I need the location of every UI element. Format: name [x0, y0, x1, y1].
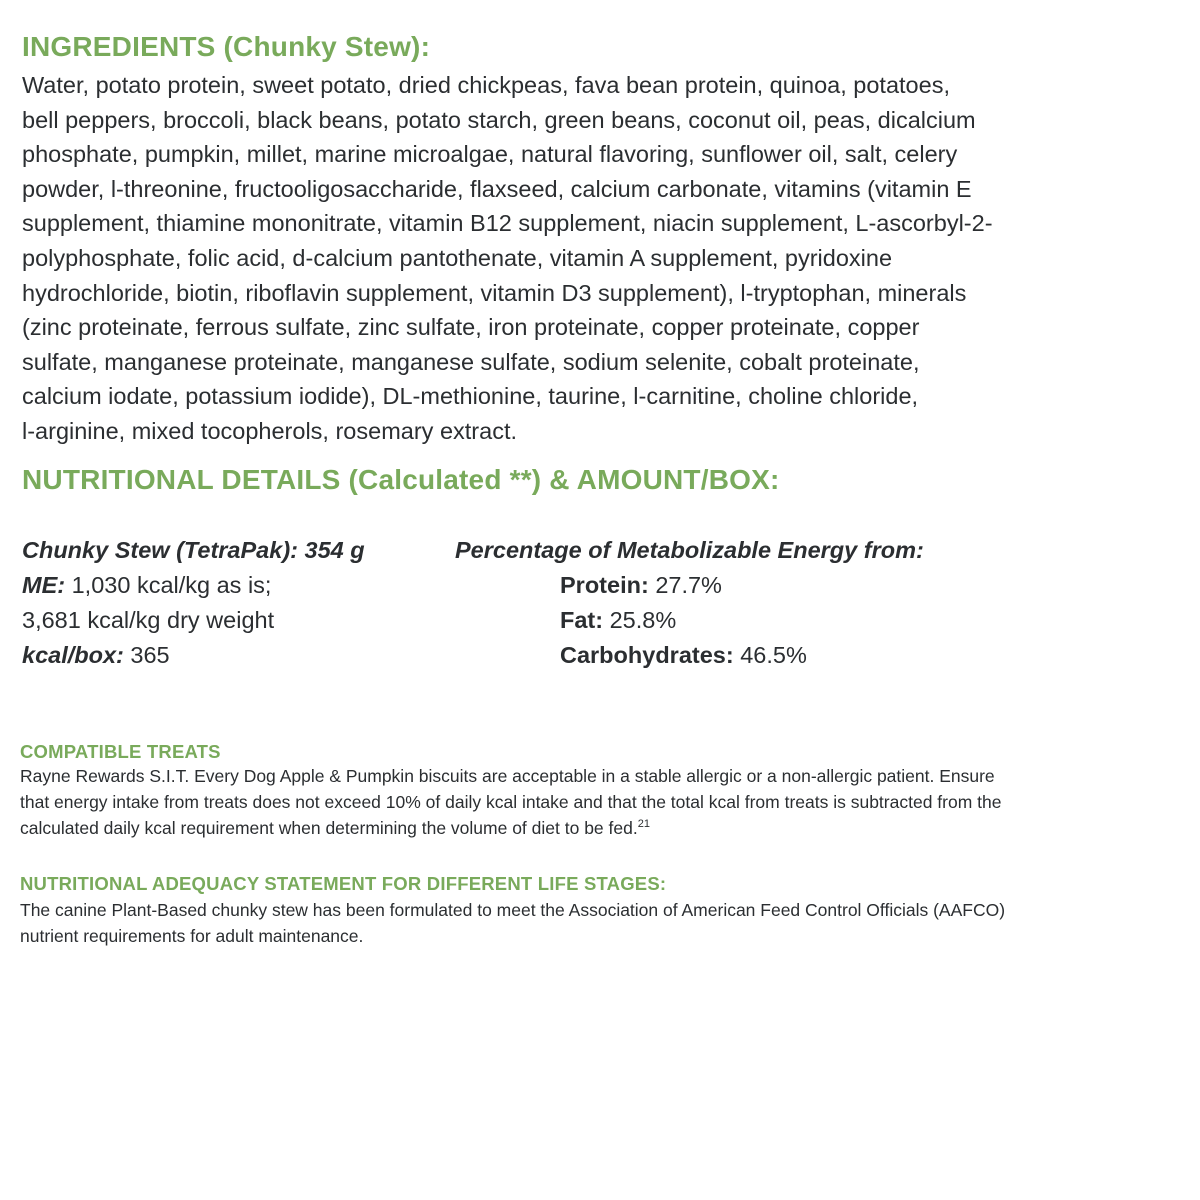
protein-value: 27.7% [655, 572, 722, 598]
nutrition-left-column [22, 533, 365, 673]
nutritional-adequacy-heading: NUTRITIONAL ADEQUACY STATEMENT FOR DIFFERENT LIFE STAGES: [20, 873, 667, 894]
fat-value: 25.8% [609, 607, 677, 633]
compatible-treats-lines: Rayne Rewards S.I.T. Every Dog Apple & Pumpkin biscuits are acceptable in a stable allergic or a non-allergic patient. Ensure that energy intake from treats does not exceed 10% of daily kcal intake and that the total kcal from treats is subtracted from the [20, 766, 1002, 812]
carbohydrates-label: Carbohydrates: [560, 642, 734, 668]
carbohydrates-row [560, 638, 924, 673]
compatible-treats-text [20, 764, 1002, 841]
carbohydrates-value: 46.5% [740, 642, 807, 668]
dry-weight-line: 3,681 kcal/kg dry weight [22, 607, 275, 633]
compatible-treats-last-line [20, 816, 1002, 842]
ingredients-text: Water, potato protein, sweet potato, dried chickpeas, fava bean protein, quinoa, potatoes, bell peppers, broccoli, black beans, potato starch, green beans, coconut oil, peas, dicalcium phosphate, pumpkin, millet, marine microalgae, natural flavoring, sunflower oil, salt, celery powder, l-threonine, fructooligosaccharide, flaxseed, calcium carbonate, vitamins (vitamin E supplement, thiamine mononitrate, vitamin B12 supplement, niacin supplement, L-ascorbyl-2- polyphosphate, folic acid, d-calcium pantothenate, vitamin A supplement, pyridoxine hydrochloride, biotin, riboflavin supplement, vitamin D3 supplement), l-tryptophan, minerals (zinc proteinate, ferrous sulfate, zinc sulfate, iron proteinate, copper proteinate, copper sulfate, manganese proteinate, manganese sulfate, sodium selenite, cobalt proteinate, calcium iodate, potassium iodide), DL-methionine, taurine, l-carnitine, choline chloride, l-arginine, mixed tocopherols, rosemary extract. [22, 72, 993, 444]
kcal-box-line [22, 638, 365, 673]
ingredients-heading: INGREDIENTS (Chunky Stew): [22, 31, 431, 62]
compatible-treats-heading: COMPATIBLE TREATS [20, 741, 221, 762]
kcal-box-value: 365 [130, 642, 170, 668]
me-line [22, 568, 365, 603]
protein-row [560, 568, 924, 603]
nutritional-details-heading: NUTRITIONAL DETAILS (Calculated **) & AMOUNT/BOX: [22, 464, 780, 495]
me-value: 1,030 kcal/kg as is; [71, 572, 272, 598]
nutrition-right-column [455, 533, 924, 673]
compatible-treats-last-line-text: calculated daily kcal requirement when determining the volume of diet to be fed. [20, 817, 638, 838]
fat-label: Fat: [560, 607, 604, 633]
metabolizable-energy-title: Percentage of Metabolizable Energy from: [455, 537, 924, 563]
me-label: ME: [22, 572, 66, 598]
product-size-line: Chunky Stew (TetraPak): 354 g [22, 537, 365, 563]
fat-row [560, 603, 924, 638]
nutritional-adequacy-text: The canine Plant-Based chunky stew has been formulated to meet the Association of American Feed Control Officials (AAFCO) nutrient requirements for adult maintenance. [20, 900, 1006, 946]
footnote-reference: 21 [637, 817, 650, 830]
kcal-box-label: kcal/box: [22, 642, 124, 668]
protein-label: Protein: [560, 572, 649, 598]
